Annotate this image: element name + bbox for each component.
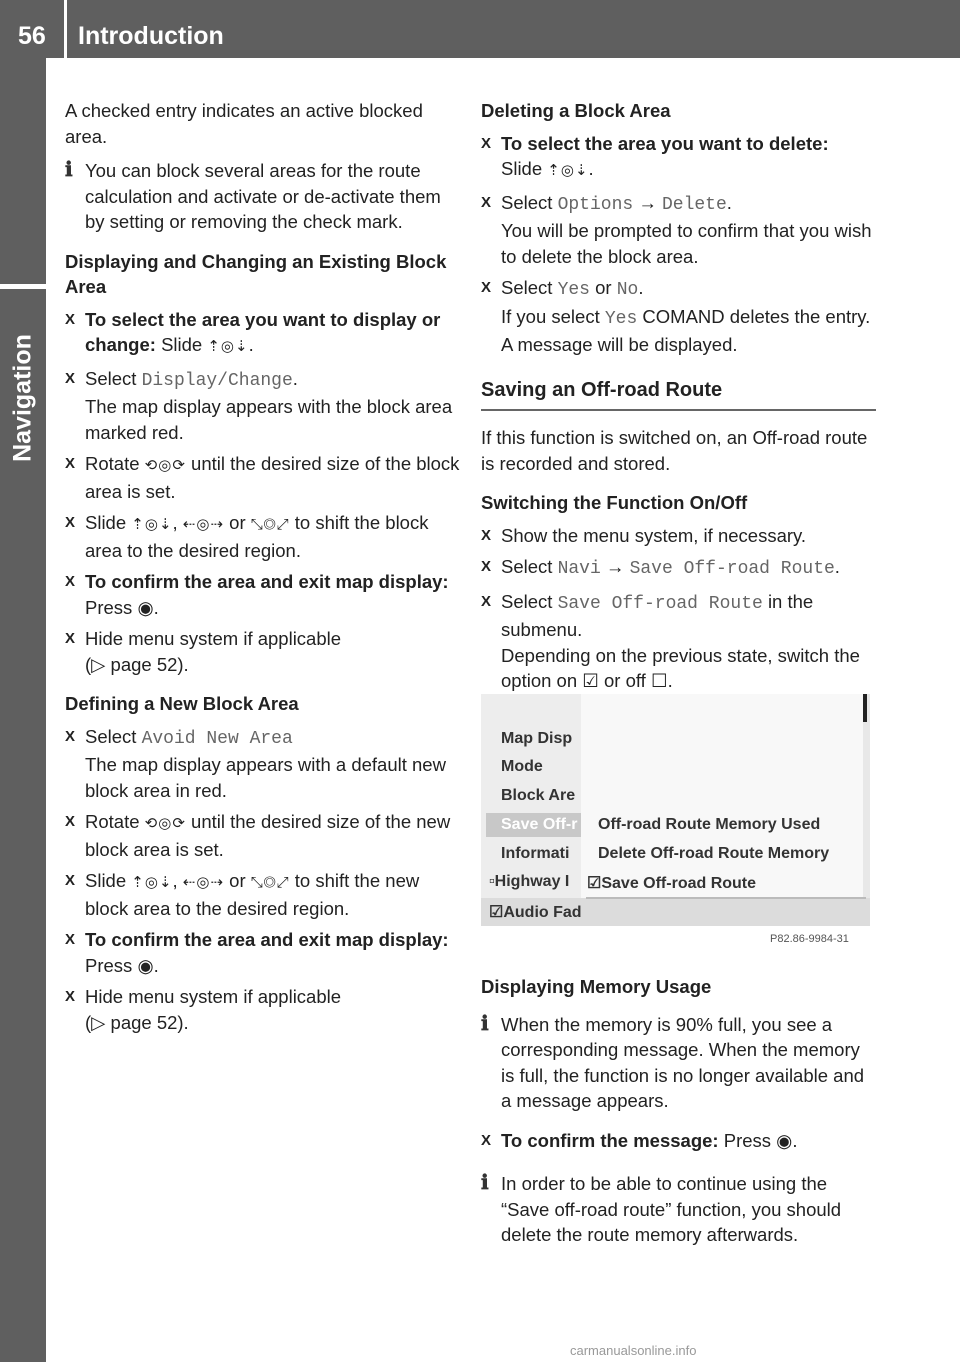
slide-leftright-icon: ⇠◎⇢ xyxy=(182,874,225,891)
step-arrow-icon: X xyxy=(65,931,76,948)
heading-display-change: Displaying and Changing an Existing Block Area xyxy=(65,250,447,297)
header-separator xyxy=(64,0,67,58)
submenu-item: ☑Save Off-road Route xyxy=(587,875,757,892)
section-tab-label: Navigation xyxy=(8,334,37,462)
menu-screenshot xyxy=(481,694,870,926)
step-arrow-icon: X xyxy=(65,872,76,889)
step-arrow-icon: X xyxy=(481,193,492,211)
step-arrow-icon: X xyxy=(481,526,492,544)
slide-leftright-icon: ⇠◎⇢ xyxy=(182,516,225,533)
step: X Slide ⇡◎⇣, ⇠◎⇢ or ⤡◎⤢ to shift the block area to the desired region. xyxy=(65,512,429,561)
step-arrow-icon: X xyxy=(65,369,76,387)
watermark: carmanualsonline.info xyxy=(570,1343,697,1358)
info-note: ℹ When the memory is 90% full, you see a corresponding message. When the memory is full, the function is no longer available and a message appears. xyxy=(481,1012,865,1111)
step: X To confirm the area and exit map display: Press ◉. xyxy=(65,929,449,976)
step-arrow-icon: X xyxy=(65,630,76,647)
press-icon: ◉ xyxy=(776,1129,793,1151)
scroll-marker xyxy=(863,694,867,722)
step-arrow-icon: X xyxy=(481,558,492,575)
info-icon: ℹ xyxy=(481,1012,489,1035)
step: X To confirm the message: Press ◉. xyxy=(481,1128,876,1154)
step-arrow-icon: X xyxy=(65,813,76,830)
right-column xyxy=(481,98,876,694)
info-icon: ℹ xyxy=(481,1172,489,1194)
step-arrow-icon: X xyxy=(481,134,492,152)
slide-updown-icon: ⇡◎⇣ xyxy=(131,874,173,891)
rotate-icon: ⟲◎⟳ xyxy=(144,457,186,474)
step: X To select the area you want to display or change: Slide ⇡◎⇣. xyxy=(65,308,441,355)
main-menu xyxy=(481,694,581,926)
menu-item: Mode xyxy=(501,758,543,775)
left-column xyxy=(65,98,460,1035)
section-intro: If this function is switched on, an Off-road route is recorded and stored. xyxy=(481,427,868,474)
menu-item: Map Disp xyxy=(501,730,573,747)
info-icon: ℹ xyxy=(65,159,73,181)
step-arrow-icon: X xyxy=(65,455,76,472)
step: X Select Navi → Save Off-road Route. xyxy=(481,556,840,579)
right-column-bottom xyxy=(481,974,876,1248)
step: X Select Yes or No. If you select Yes COMAND deletes the entry. A message will be displayed. xyxy=(481,277,871,355)
step-arrow-icon: X xyxy=(65,727,76,745)
step-arrow-icon: X xyxy=(65,573,76,590)
sidebar xyxy=(0,58,46,1362)
page-title: Introduction xyxy=(78,22,224,50)
step: X To select the area you want to delete: Slide ⇡◎⇣. xyxy=(481,132,829,179)
slide-diagonal-icon: ⤡◎⤢ xyxy=(250,516,290,533)
slide-diagonal-icon: ⤡◎⤢ xyxy=(250,874,290,891)
step-arrow-icon: X xyxy=(65,514,76,531)
submenu-panel xyxy=(581,694,863,899)
header-bar xyxy=(0,0,960,58)
submenu-divider xyxy=(586,897,866,899)
heading-memory: Displaying Memory Usage xyxy=(481,976,712,997)
menu-item: ☑Audio Fad xyxy=(489,904,582,921)
step: X To confirm the area and exit map display: Press ◉. xyxy=(65,571,449,618)
step-arrow-icon: X xyxy=(65,310,76,328)
step: X Hide menu system if applicable (▷ page 52). xyxy=(65,986,342,1033)
submenu-item: Delete Off-road Route Memory xyxy=(598,845,830,862)
slide-updown-icon: ⇡◎⇣ xyxy=(207,338,249,355)
page-number: 56 xyxy=(18,22,46,50)
step-arrow-icon: X xyxy=(481,1131,492,1149)
step: X Select Avoid New Area The map display appears with a default new block area in red. xyxy=(65,725,446,801)
section-heading: Saving an Off-road Route xyxy=(481,378,876,412)
step: X Rotate ⟲◎⟳ until the desired size of the new block area is set. xyxy=(65,811,451,860)
figure-caption: P82.86-9984-31 xyxy=(770,933,849,945)
sidebar-gap xyxy=(0,284,46,289)
checkbox-checked-icon: ☑ xyxy=(582,670,599,691)
step: X Select Options → Delete. You will be prompted to confirm that you wish to delete the block area. xyxy=(481,191,872,267)
step-arrow-icon: X xyxy=(481,592,492,610)
step: X Slide ⇡◎⇣, ⇠◎⇢ or ⤡◎⤢ to shift the new block area to the desired region. xyxy=(65,870,420,919)
step: X Show the menu system, if necessary. xyxy=(481,523,876,549)
press-icon: ◉ xyxy=(137,596,154,618)
press-icon: ◉ xyxy=(137,954,154,976)
heading-new-area: Defining a New Block Area xyxy=(65,693,299,714)
slide-updown-icon: ⇡◎⇣ xyxy=(131,516,173,533)
checkbox-empty-icon: ☐ xyxy=(650,670,668,691)
info-note: ℹ You can block several areas for the route calculation and activate or de-activate them by setting or removing the check mark. xyxy=(65,159,441,232)
step: X Select Save Off-road Route in the submenu. Depending on the previous state, switch the option on ☑ or off ☐. xyxy=(481,590,860,691)
heading-switch: Switching the Function On/Off xyxy=(481,492,748,513)
rotate-icon: ⟲◎⟳ xyxy=(144,815,186,832)
heading-delete: Deleting a Block Area xyxy=(481,100,671,121)
menu-item-selected: Save Off-r xyxy=(501,816,578,833)
step: X Hide menu system if applicable (▷ page 52). xyxy=(65,628,342,675)
step-arrow-icon: X xyxy=(65,988,76,1005)
step: X Rotate ⟲◎⟳ until the desired size of the block area is set. xyxy=(65,453,460,502)
menu-item: Block Are xyxy=(501,787,576,804)
slide-updown-icon: ⇡◎⇣ xyxy=(547,162,589,179)
step: X Select Display/Change. The map display appears with the block area marked red. xyxy=(65,367,453,443)
submenu-item: Off-road Route Memory Used xyxy=(598,816,821,833)
info-note: ℹ In order to be able to continue using the “Save off-road route” function, you should delete the route memory afterwards. xyxy=(481,1172,842,1245)
menu-item: Informati xyxy=(501,845,570,862)
intro-text: A checked entry indicates an active blocked area. xyxy=(65,100,423,147)
menu-item: ▫Highway I xyxy=(489,873,570,890)
step-arrow-icon: X xyxy=(481,279,492,296)
